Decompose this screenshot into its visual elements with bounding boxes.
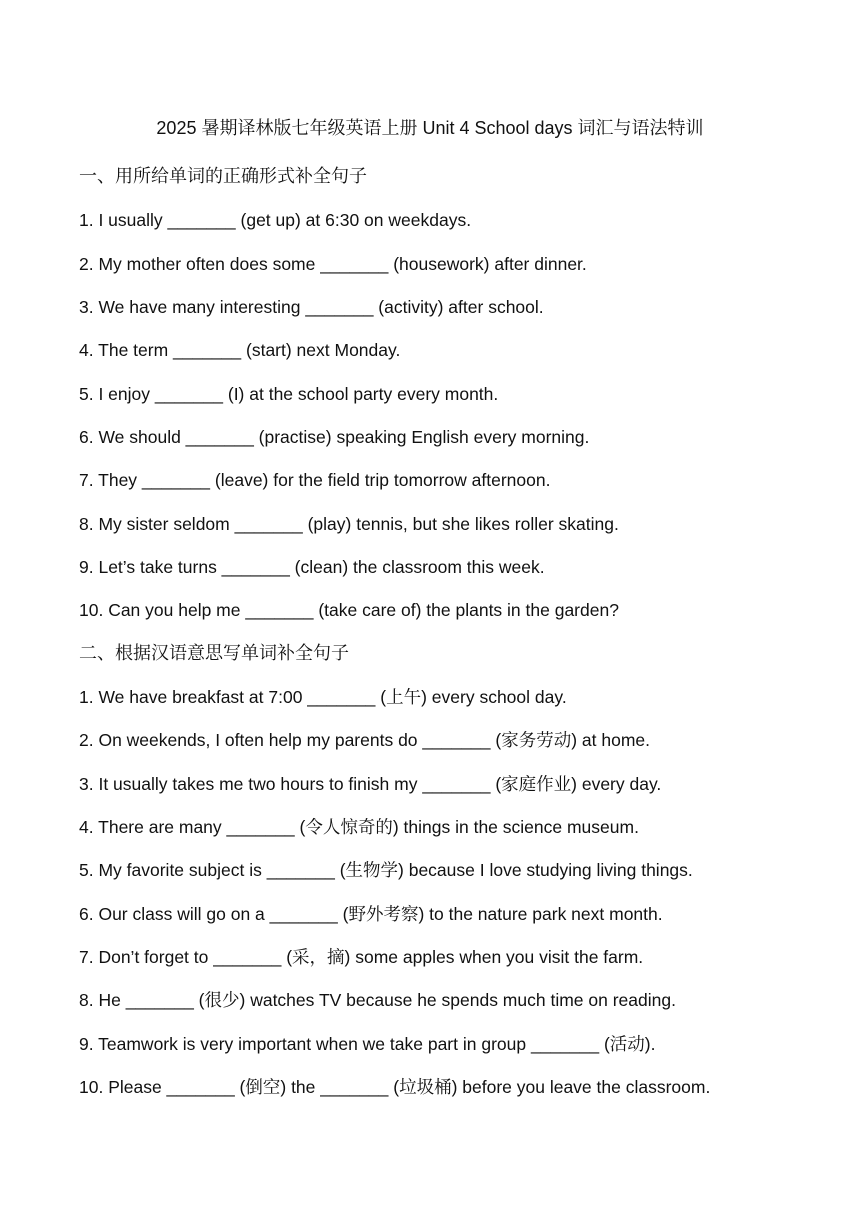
question-item: 6. Our class will go on a _______ (野外考察) to the nature park next month. [79,904,663,924]
question-item: 7. Don’t forget to _______ (采，摘) some apples when you visit the farm. [79,947,644,967]
question-item: 8. He _______ (很少) watches TV because he spends much time on reading. [79,990,676,1010]
document-title: 2025 暑期译林版七年级英语上册 Unit 4 School days 词汇与语法特训 [156,118,704,138]
question-item: 3. It usually takes me two hours to finish my _______ (家庭作业) every day. [79,774,662,794]
question-item: 4. There are many _______ (令人惊奇的) things in the science museum. [79,817,639,837]
question-item: 2. On weekends, I often help my parents do _______ (家务劳动) at home. [79,730,650,750]
question-item: 5. My favorite subject is _______ (生物学) because I love studying living things. [79,860,693,880]
question-item: 1. I usually _______ (get up) at 6:30 on weekdays. [79,210,472,230]
section-2-heading: 二、根据汉语意思写单词补全句子 [79,643,349,664]
question-item: 4. The term _______ (start) next Monday. [79,340,401,360]
question-item: 7. They _______ (leave) for the field trip tomorrow afternoon. [79,470,551,490]
question-item: 6. We should _______ (practise) speaking English every morning. [79,427,590,447]
question-item: 9. Teamwork is very important when we take part in group _______ (活动). [79,1034,656,1054]
question-item: 2. My mother often does some _______ (housework) after dinner. [79,254,587,274]
question-item: 10. Can you help me _______ (take care of) the plants in the garden? [79,600,619,620]
question-item: 5. I enjoy _______ (I) at the school party every month. [79,384,499,404]
question-item: 9. Let’s take turns _______ (clean) the classroom this week. [79,557,545,577]
question-item: 10. Please _______ (倒空) the _______ (垃圾桶) before you leave the classroom. [79,1077,711,1097]
question-item: 3. We have many interesting _______ (activity) after school. [79,297,544,317]
section-1-heading: 一、用所给单词的正确形式补全句子 [79,166,367,187]
question-item: 8. My sister seldom _______ (play) tennis, but she likes roller skating. [79,514,619,534]
question-item: 1. We have breakfast at 7:00 _______ (上午) every school day. [79,687,567,707]
